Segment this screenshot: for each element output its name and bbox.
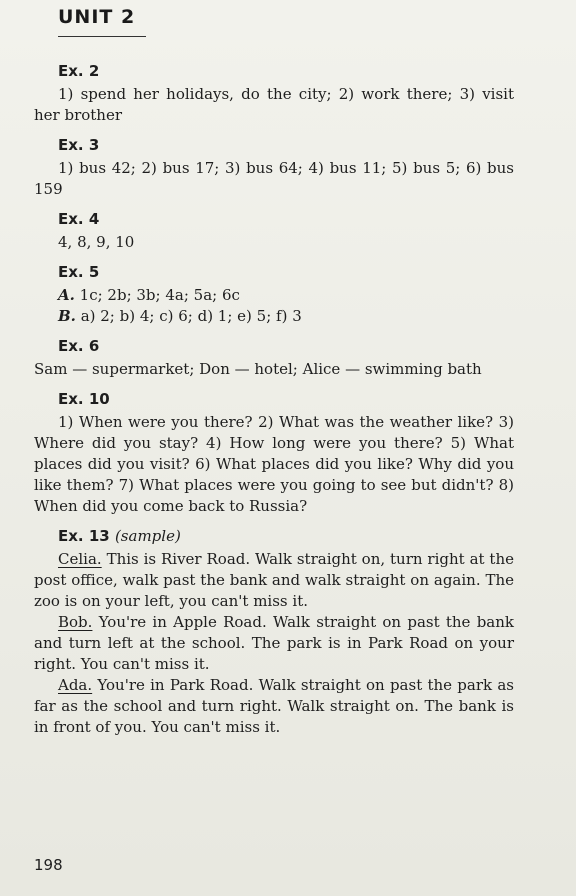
- exercise-3: [34, 135, 514, 200]
- exercise-4: [34, 209, 514, 253]
- exercise-2: [34, 61, 514, 126]
- speaker-text: You're in Park Road. Walk straight on past the park as far as the school and turn right. Walk straight on. The bank is in front of you. You can't miss it.: [34, 676, 514, 736]
- part-a-label: A.: [58, 286, 75, 304]
- exercise-13: [34, 526, 514, 738]
- page-number: 198: [34, 856, 63, 874]
- dialogue-ada: [34, 675, 514, 738]
- exercise-label: Ex. 6: [58, 337, 100, 355]
- exercise-answer: Sam — supermarket; Don — hotel; Alice — swimming bath: [34, 360, 482, 378]
- part-a-text: 1c; 2b; 3b; 4a; 5a; 6c: [79, 286, 240, 304]
- exercise-answer: 1) When were you there? 2) What was the weather like? 3) Where did you stay? 4) How long were you there? 5) What places did you visit? 6) What places did you like? Why did you like them? 7) What places were you going to see but didn't? 8) When did you come back to Russia?: [34, 413, 514, 515]
- speaker-name: Ada.: [58, 676, 93, 694]
- exercise-label: Ex. 4: [58, 210, 100, 228]
- exercise-answer: 4, 8, 9, 10: [58, 233, 135, 251]
- exercise-label: Ex. 5: [58, 263, 100, 281]
- exercise-5: [34, 262, 514, 327]
- exercise-note: (sample): [114, 527, 181, 545]
- dialogue-celia: [34, 549, 514, 612]
- unit-title: UNIT 2: [58, 6, 136, 28]
- exercise-label: Ex. 2: [58, 62, 100, 80]
- speaker-name: Bob.: [58, 613, 93, 631]
- exercise-answer: 1) bus 42; 2) bus 17; 3) bus 64; 4) bus 11; 5) bus 5; 6) bus 159: [34, 159, 514, 198]
- title-underline: [58, 36, 146, 37]
- exercise-number: Ex. 13: [58, 527, 110, 545]
- part-b-text: a) 2; b) 4; c) 6; d) 1; e) 5; f) 3: [80, 307, 302, 325]
- speaker-text: This is River Road. Walk straight on, turn right at the post office, walk past the bank and walk straight on again. The zoo is on your left, you can't miss it.: [34, 550, 514, 610]
- exercise-answer-part-b: [34, 306, 514, 327]
- answer-key: [34, 52, 514, 738]
- part-b-label: B.: [58, 307, 76, 325]
- exercise-6: [34, 336, 514, 380]
- exercise-label: [34, 526, 514, 546]
- exercise-10: [34, 389, 514, 517]
- speaker-name: Celia.: [58, 550, 102, 568]
- exercise-label: Ex. 10: [58, 390, 110, 408]
- exercise-answer-part-a: [34, 285, 514, 306]
- exercise-answer: 1) spend her holidays, do the city; 2) work there; 3) visit her brother: [34, 85, 514, 124]
- speaker-text: You're in Apple Road. Walk straight on past the bank and turn left at the school. The park is in Park Road on your right. You can't miss it.: [34, 613, 514, 673]
- dialogue-bob: [34, 612, 514, 675]
- exercise-label: Ex. 3: [58, 136, 100, 154]
